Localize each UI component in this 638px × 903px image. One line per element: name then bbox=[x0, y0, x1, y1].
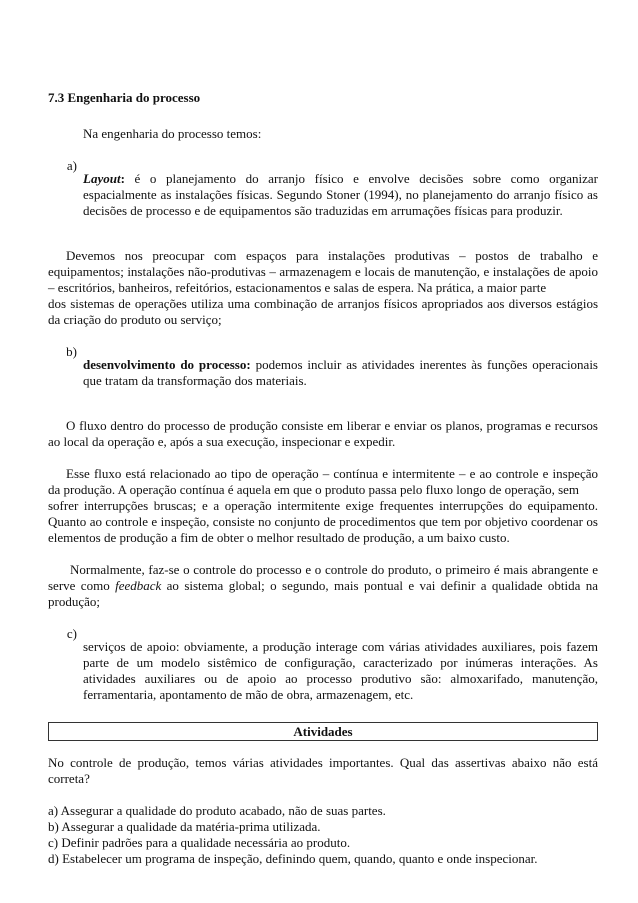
section-title: 7.3 Engenharia do processo bbox=[48, 90, 201, 105]
list-text-servicos: serviços de apoio: obviamente, a produção interage com várias atividades auxiliares, pois fazem parte de um modelo sistêmico de configuração, caracterizado por inúmeras interações. As atividades auxiliares ou de apoio ao processo produtivo são: almoxarifado, manutenção, ferramentaria, apontamento de mão de obra, armazenagem, etc. bbox=[83, 639, 598, 702]
operacao-line1: Esse fluxo está relacionado ao tipo de operação – contínua e intermitente – e ao controle e inspeção da produção. A operação contínua é aquela em que o produto passa pelo fluxo longo de operação, sem bbox=[48, 466, 598, 497]
paragraph-operacao-cont bbox=[48, 498, 598, 546]
layout-description: é o planejamento do arranjo físico e envolve decisões sobre como organizar espacialmente as instalações físicas. Segundo Stoner (1994), no planejamento do arranjo físico as decisões de processo e de equipamentos são traduzidas em arrumações físicas para produzir. bbox=[83, 171, 598, 218]
spacer bbox=[48, 546, 598, 562]
espacos-line1: Devemos nos preocupar com espaços para instalações produtivas – postos de trabalho e equipamentos; instalações não-produtivas – armazenagem e locais de manutenção, e instalações de apoio – escritórios, banheiros, refeitórios, estacionamentos e salas de espera. Na prática, a maior parte bbox=[48, 248, 598, 295]
spacer bbox=[48, 402, 598, 418]
answer-list bbox=[48, 803, 598, 867]
spacer bbox=[48, 787, 598, 803]
list-item-layout bbox=[48, 158, 598, 232]
list-item-servicos bbox=[48, 626, 598, 716]
answer-option-b: b) Assegurar a qualidade da matéria-prima utilizada. bbox=[48, 819, 321, 834]
spacer bbox=[48, 741, 598, 755]
intro-paragraph bbox=[48, 126, 598, 142]
desenvolvimento-description: podemos incluir as atividades inerentes às funções operacionais que tratam da transformação dos materiais. bbox=[83, 357, 598, 388]
answer-option-d: d) Estabelecer um programa de inspeção, definindo quem, quando, quanto e onde inspecionar. bbox=[48, 851, 538, 866]
term-colon: : bbox=[120, 171, 125, 186]
list-letter: b) bbox=[66, 344, 77, 359]
term-layout: Layout bbox=[83, 171, 121, 186]
activities-header: Atividades bbox=[48, 722, 598, 741]
term-feedback: feedback bbox=[115, 578, 162, 593]
controle-after: ao sistema global; o segundo, mais pontual e vai definir a qualidade obtida na produção; bbox=[48, 578, 598, 609]
question-text: No controle de produção, temos várias atividades importantes. Qual das assertivas abaixo não está correta? bbox=[48, 755, 598, 786]
paragraph-fluxo: O fluxo dentro do processo de produção consiste em liberar e enviar os planos, programas e recursos ao local da operação e, após a sua execução, inspecionar e expedir. bbox=[48, 418, 598, 449]
spacer bbox=[48, 450, 598, 466]
list-text-layout bbox=[83, 171, 598, 219]
list-letter: a) bbox=[66, 158, 77, 173]
answer-option-a: a) Assegurar a qualidade do produto acabado, não de suas partes. bbox=[48, 803, 386, 818]
espacos-line2: dos sistemas de operações utiliza uma combinação de arranjos físicos apropriados aos diversos estágios da criação do produto ou serviço; bbox=[48, 296, 598, 327]
spacer bbox=[48, 232, 598, 248]
intro-text: Na engenharia do processo temos: bbox=[83, 126, 262, 141]
list-text-desenvolvimento bbox=[83, 357, 598, 389]
spacer bbox=[48, 328, 598, 344]
paragraph-espacos bbox=[48, 248, 598, 296]
spacer bbox=[48, 610, 598, 626]
paragraph-operacao bbox=[48, 466, 598, 498]
term-desenvolvimento: desenvolvimento do processo: bbox=[83, 357, 251, 372]
list-item-desenvolvimento bbox=[48, 344, 598, 402]
list-letter: c) bbox=[66, 626, 77, 641]
paragraph-controle bbox=[48, 562, 598, 610]
document-page bbox=[48, 90, 598, 867]
operacao-line2: sofrer interrupções bruscas; e a operação intermitente exige frequentes interrupções do equipamento. Quanto ao controle e inspeção, consiste no conjunto de procedimentos que tem por objetivo coordenar os elementos de produção a fim de obter o melhor resultado de produção, a um baixo custo. bbox=[48, 498, 598, 545]
paragraph-espacos-cont bbox=[48, 296, 598, 328]
answer-option-c: c) Definir padrões para a qualidade necessária ao produto. bbox=[48, 835, 351, 850]
controle-before: Normalmente, faz-se o controle do processo e o controle do produto, o primeiro é mais abrangente e serve como bbox=[48, 562, 598, 593]
